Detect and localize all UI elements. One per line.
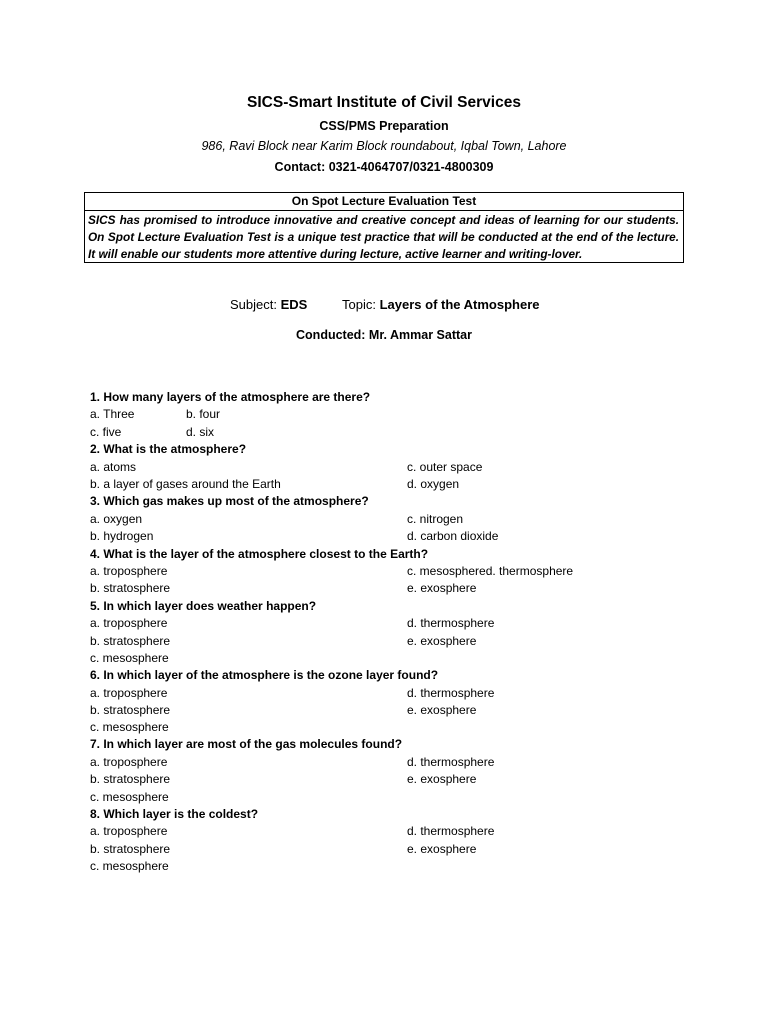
topic-label: Topic: — [342, 297, 376, 312]
evaluation-box-text: SICS has promised to introduce innovative and creative concept and ideas of learning for our students. On Spot Lecture Evaluation Test is a unique test practice that will be conducted at the end of the lecture. It will enable our students more attentive during lecture, active learner and writing-lover. — [88, 213, 679, 261]
question-4: 4. What is the layer of the atmosphere closest to the Earth? — [90, 547, 429, 561]
option-4c: c. mesosphered. thermosphere — [407, 564, 574, 578]
option-5a: a. troposphere — [90, 616, 168, 630]
option-1d: d. six — [186, 425, 215, 439]
option-2c: c. outer space — [407, 460, 483, 474]
institute-address: 986, Ravi Block near Karim Block roundabout, Iqbal Town, Lahore — [201, 139, 567, 153]
option-1c: c. five — [90, 425, 122, 439]
option-6e: e. exosphere — [407, 703, 477, 717]
question-3: 3. Which gas makes up most of the atmosphere? — [90, 494, 369, 508]
institute-title: SICS-Smart Institute of Civil Services — [247, 94, 521, 111]
option-3b: b. hydrogen — [90, 529, 154, 543]
option-1a: a. Three — [90, 407, 135, 421]
institute-contact: Contact: 0321-4064707/0321-4800309 — [274, 160, 494, 174]
question-2: 2. What is the atmosphere? — [90, 442, 247, 456]
subject-label: Subject: — [230, 297, 277, 312]
question-6: 6. In which layer of the atmosphere is the ozone layer found? — [90, 668, 439, 682]
option-8c: c. mesosphere — [90, 859, 169, 873]
question-1: 1. How many layers of the atmosphere are there? — [90, 390, 371, 404]
option-7b: b. stratosphere — [90, 772, 171, 786]
question-7: 7. In which layer are most of the gas molecules found? — [90, 737, 403, 751]
subject-value: EDS — [280, 297, 308, 312]
conducted-by: Conducted: Mr. Ammar Sattar — [296, 328, 472, 342]
subject-line — [230, 297, 307, 312]
option-3a: a. oxygen — [90, 512, 143, 526]
option-5b: b. stratosphere — [90, 634, 171, 648]
institute-subtitle: CSS/PMS Preparation — [319, 119, 449, 133]
option-5e: e. exosphere — [407, 634, 477, 648]
option-7c: c. mesosphere — [90, 790, 169, 804]
option-5d: d. thermosphere — [407, 616, 495, 630]
option-8d: d. thermosphere — [407, 824, 495, 838]
option-4e: e. exosphere — [407, 581, 477, 595]
option-3d: d. carbon dioxide — [407, 529, 499, 543]
option-8a: a. troposphere — [90, 824, 168, 838]
option-6d: d. thermosphere — [407, 686, 495, 700]
option-4b: b. stratosphere — [90, 581, 171, 595]
question-5: 5. In which layer does weather happen? — [90, 599, 317, 613]
option-8e: e. exosphere — [407, 842, 477, 856]
evaluation-box — [84, 192, 684, 263]
option-7a: a. troposphere — [90, 755, 168, 769]
question-8: 8. Which layer is the coldest? — [90, 807, 259, 821]
topic-value: Layers of the Atmosphere — [379, 297, 540, 312]
option-8b: b. stratosphere — [90, 842, 171, 856]
option-7d: d. thermosphere — [407, 755, 495, 769]
option-5c: c. mesosphere — [90, 651, 169, 665]
option-7e: e. exosphere — [407, 772, 477, 786]
option-2d: d. oxygen — [407, 477, 460, 491]
evaluation-box-title: On Spot Lecture Evaluation Test — [85, 193, 683, 211]
topic-line — [342, 297, 540, 312]
option-1b: b. four — [186, 407, 221, 421]
option-6a: a. troposphere — [90, 686, 168, 700]
option-3c: c. nitrogen — [407, 512, 464, 526]
option-4a: a. troposphere — [90, 564, 168, 578]
option-6b: b. stratosphere — [90, 703, 171, 717]
option-2a: a. atoms — [90, 460, 137, 474]
option-2b: b. a layer of gases around the Earth — [90, 477, 281, 491]
option-6c: c. mesosphere — [90, 720, 169, 734]
